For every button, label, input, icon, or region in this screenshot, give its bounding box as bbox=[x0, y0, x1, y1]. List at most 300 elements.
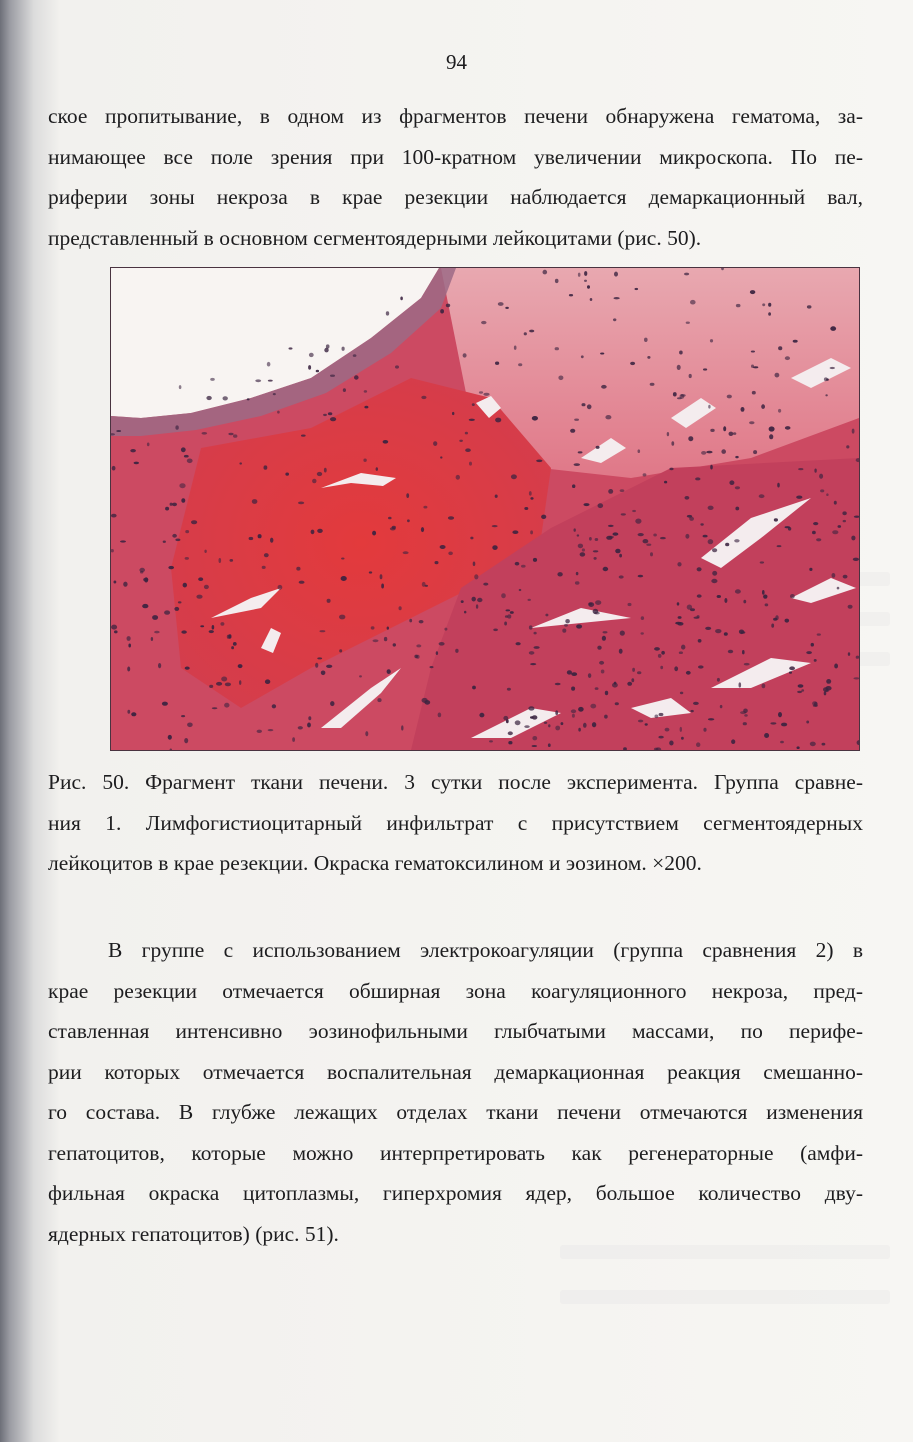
nucleus bbox=[134, 462, 139, 465]
nucleus bbox=[675, 622, 681, 625]
nucleus bbox=[465, 448, 471, 452]
nucleus bbox=[204, 550, 206, 553]
nucleus bbox=[555, 726, 560, 731]
nucleus bbox=[131, 712, 136, 716]
nucleus bbox=[638, 533, 644, 536]
nucleus bbox=[770, 722, 776, 724]
nucleus bbox=[644, 338, 648, 342]
nucleus bbox=[715, 629, 721, 633]
nucleus bbox=[341, 576, 347, 581]
nucleus bbox=[127, 667, 130, 672]
nucleus bbox=[728, 650, 733, 654]
nucleus bbox=[677, 602, 680, 605]
nucleus bbox=[813, 522, 818, 525]
nucleus bbox=[760, 561, 764, 563]
nucleus bbox=[605, 691, 608, 695]
nucleus bbox=[741, 407, 745, 412]
nucleus bbox=[557, 572, 562, 576]
nucleus bbox=[116, 430, 121, 432]
nucleus bbox=[809, 568, 812, 571]
nucleus bbox=[735, 486, 740, 489]
nucleus bbox=[219, 558, 222, 563]
nucleus bbox=[578, 728, 581, 732]
nucleus bbox=[316, 370, 319, 373]
caption-line: лейкоцитов в крае резекции. Окраска гематоксилином и эозином. ×200. bbox=[48, 851, 702, 875]
nucleus bbox=[181, 447, 186, 452]
nucleus bbox=[650, 552, 653, 556]
nucleus bbox=[164, 610, 170, 614]
nucleus bbox=[483, 583, 488, 586]
caption-line: Рис. 50. Фрагмент ткани печени. 3 сутки после эксперимента. Группа сравне- bbox=[48, 770, 863, 794]
nucleus bbox=[777, 545, 782, 547]
nucleus bbox=[593, 550, 599, 552]
nucleus bbox=[681, 645, 685, 650]
nucleus bbox=[371, 626, 375, 629]
nucleus bbox=[825, 394, 827, 396]
nucleus bbox=[690, 300, 696, 305]
nucleus bbox=[465, 432, 468, 435]
nucleus bbox=[628, 603, 632, 606]
nucleus bbox=[638, 575, 643, 578]
nucleus bbox=[567, 670, 572, 674]
nucleus bbox=[684, 273, 689, 276]
nucleus bbox=[735, 456, 738, 458]
nucleus bbox=[185, 667, 190, 670]
nucleus bbox=[762, 303, 765, 306]
nucleus bbox=[278, 585, 283, 590]
nucleus bbox=[530, 663, 536, 665]
nucleus bbox=[778, 409, 781, 413]
nucleus bbox=[339, 649, 342, 652]
nucleus bbox=[643, 539, 649, 543]
text-line: риферии зоны некроза в крае резекции наблюдается демаркационный вал, bbox=[48, 185, 863, 209]
nucleus bbox=[528, 599, 531, 601]
nucleus bbox=[763, 595, 767, 599]
nucleus bbox=[750, 290, 755, 294]
nucleus bbox=[114, 581, 117, 584]
nucleus bbox=[661, 651, 665, 655]
nucleus bbox=[727, 395, 732, 399]
nucleus bbox=[650, 383, 655, 386]
nucleus bbox=[819, 474, 823, 479]
nucleus bbox=[365, 731, 368, 736]
nucleus bbox=[806, 721, 809, 724]
nucleus bbox=[299, 581, 305, 584]
nucleus bbox=[353, 354, 357, 357]
nucleus bbox=[510, 611, 514, 614]
nucleus bbox=[555, 279, 559, 283]
nucleus bbox=[667, 432, 669, 436]
figure-caption bbox=[48, 762, 863, 884]
nucleus bbox=[734, 539, 739, 542]
nucleus bbox=[712, 548, 717, 552]
text-line: представленный в основном сегментоядерными лейкоцитами (рис. 50). bbox=[48, 225, 702, 250]
nucleus bbox=[685, 534, 689, 539]
nucleus bbox=[814, 469, 816, 473]
nucleus bbox=[233, 434, 237, 437]
nucleus bbox=[834, 501, 837, 505]
nucleus bbox=[545, 614, 548, 617]
nucleus bbox=[807, 305, 812, 308]
nucleus bbox=[534, 646, 540, 649]
nucleus bbox=[529, 330, 534, 333]
nucleus bbox=[330, 417, 336, 421]
nucleus bbox=[654, 647, 660, 651]
nucleus bbox=[383, 440, 389, 444]
nucleus bbox=[530, 530, 533, 534]
nucleus bbox=[435, 561, 439, 564]
nucleus bbox=[433, 441, 437, 446]
nucleus bbox=[743, 600, 746, 604]
nucleus bbox=[529, 491, 532, 496]
nucleus bbox=[595, 600, 601, 605]
nucleus bbox=[588, 602, 592, 605]
nucleus bbox=[561, 722, 564, 725]
nucleus bbox=[817, 633, 821, 635]
nucleus bbox=[181, 630, 186, 633]
nucleus bbox=[797, 691, 802, 693]
nucleus bbox=[584, 503, 590, 506]
page-number: 94 bbox=[446, 50, 467, 74]
nucleus bbox=[697, 594, 702, 597]
nucleus bbox=[602, 636, 606, 641]
nucleus bbox=[111, 514, 117, 518]
nucleus bbox=[196, 595, 202, 599]
nucleus bbox=[309, 353, 314, 357]
nucleus bbox=[501, 593, 506, 598]
nucleus bbox=[680, 692, 683, 695]
nucleus bbox=[212, 707, 218, 709]
nucleus bbox=[174, 607, 179, 611]
nucleus bbox=[377, 698, 381, 702]
nucleus bbox=[228, 634, 231, 638]
nucleus bbox=[476, 604, 478, 608]
nucleus bbox=[317, 529, 323, 533]
nucleus bbox=[204, 585, 209, 589]
nucleus bbox=[289, 347, 293, 349]
nucleus bbox=[521, 565, 526, 568]
nucleus bbox=[292, 737, 295, 742]
nucleus bbox=[421, 527, 424, 532]
nucleus bbox=[785, 619, 790, 623]
nucleus bbox=[307, 723, 311, 728]
nucleus bbox=[224, 703, 229, 708]
nucleus bbox=[409, 619, 412, 623]
nucleus bbox=[724, 632, 728, 636]
nucleus bbox=[620, 631, 625, 636]
nucleus bbox=[406, 493, 409, 498]
nucleus bbox=[312, 479, 316, 484]
nucleus bbox=[790, 594, 795, 598]
nucleus bbox=[536, 460, 542, 463]
nucleus bbox=[424, 700, 430, 705]
nucleus bbox=[387, 669, 391, 674]
nucleus bbox=[317, 657, 322, 659]
nucleus bbox=[209, 685, 213, 688]
nucleus bbox=[816, 538, 821, 541]
nucleus bbox=[589, 537, 592, 541]
nucleus bbox=[594, 557, 597, 560]
nucleus bbox=[324, 348, 328, 353]
nucleus bbox=[472, 686, 476, 690]
text-line: В группе с использованием электрокоагуляции (группа сравнения 2) в bbox=[108, 938, 863, 962]
nucleus bbox=[572, 484, 575, 488]
text-line: фильная окраска цитоплазмы, гиперхромия ядер, большое количество дву- bbox=[48, 1181, 863, 1205]
nucleus bbox=[822, 743, 826, 746]
nucleus bbox=[403, 551, 409, 554]
nucleus bbox=[327, 599, 331, 603]
nucleus bbox=[620, 489, 625, 492]
nucleus bbox=[114, 630, 118, 633]
nucleus bbox=[448, 516, 454, 519]
nucleus bbox=[578, 451, 583, 453]
nucleus bbox=[669, 468, 673, 471]
nucleus bbox=[130, 449, 136, 452]
nucleus bbox=[372, 531, 376, 536]
nucleus bbox=[751, 365, 754, 368]
nucleus bbox=[273, 393, 276, 395]
nucleus bbox=[341, 558, 344, 560]
nucleus bbox=[680, 727, 682, 732]
nucleus bbox=[832, 530, 838, 534]
nucleus bbox=[267, 362, 271, 367]
nucleus bbox=[142, 604, 148, 608]
nucleus bbox=[495, 418, 501, 423]
nucleus bbox=[328, 412, 332, 415]
nucleus bbox=[373, 639, 379, 642]
nucleus bbox=[641, 616, 644, 620]
nucleus bbox=[469, 419, 475, 421]
nucleus bbox=[257, 730, 262, 733]
nucleus bbox=[479, 391, 483, 393]
nucleus bbox=[686, 671, 691, 675]
nucleus bbox=[515, 562, 520, 566]
nucleus bbox=[223, 396, 228, 400]
nucleus bbox=[172, 503, 177, 507]
nucleus bbox=[570, 429, 575, 433]
nucleus bbox=[492, 545, 497, 550]
nucleus bbox=[832, 573, 836, 578]
nucleus bbox=[769, 434, 773, 439]
nucleus bbox=[717, 678, 720, 682]
nucleus bbox=[359, 675, 362, 677]
nucleus bbox=[769, 426, 775, 431]
nucleus bbox=[270, 538, 273, 543]
nucleus bbox=[771, 624, 774, 628]
nucleus bbox=[637, 671, 641, 674]
nucleus bbox=[575, 581, 580, 584]
nucleus bbox=[660, 537, 666, 539]
nucleus bbox=[562, 629, 566, 633]
nucleus bbox=[751, 351, 755, 353]
nucleus bbox=[472, 403, 475, 406]
nucleus bbox=[111, 625, 117, 630]
nucleus bbox=[743, 722, 747, 725]
nucleus bbox=[690, 710, 693, 712]
nucleus bbox=[381, 584, 384, 589]
caption-line: ния 1. Лимфогистиоцитарный инфильтрат с присутствием сегментоядерных bbox=[48, 810, 863, 835]
nucleus bbox=[479, 713, 484, 718]
nucleus bbox=[298, 726, 303, 729]
nucleus bbox=[416, 644, 421, 647]
nucleus bbox=[749, 421, 754, 424]
nucleus bbox=[555, 710, 558, 715]
nucleus bbox=[524, 332, 527, 335]
nucleus bbox=[330, 375, 335, 377]
nucleus bbox=[212, 625, 215, 630]
nucleus bbox=[658, 654, 662, 658]
nucleus bbox=[532, 715, 538, 719]
nucleus bbox=[812, 701, 817, 705]
nucleus bbox=[202, 432, 208, 435]
nucleus bbox=[830, 367, 835, 369]
nucleus bbox=[638, 449, 641, 453]
nucleus bbox=[723, 426, 726, 431]
nucleus bbox=[608, 525, 614, 527]
nucleus bbox=[343, 388, 346, 392]
nucleus bbox=[843, 575, 848, 579]
nucleus bbox=[301, 435, 306, 437]
nucleus bbox=[735, 507, 739, 511]
nucleus bbox=[470, 537, 473, 540]
nucleus bbox=[364, 390, 367, 393]
nucleus bbox=[472, 597, 476, 602]
nucleus bbox=[239, 680, 241, 685]
nucleus bbox=[735, 589, 741, 593]
nucleus bbox=[168, 735, 172, 740]
nucleus bbox=[216, 682, 222, 686]
nucleus bbox=[601, 385, 607, 389]
nucleus bbox=[574, 419, 579, 421]
bleed-through-mark bbox=[560, 1290, 890, 1304]
nucleus bbox=[796, 496, 802, 499]
nucleus bbox=[665, 728, 670, 732]
nucleus bbox=[172, 534, 177, 538]
nucleus bbox=[469, 462, 472, 466]
nucleus bbox=[759, 494, 765, 498]
nucleus bbox=[170, 503, 173, 506]
nucleus bbox=[846, 445, 849, 448]
nucleus bbox=[364, 406, 368, 409]
nucleus bbox=[619, 554, 622, 558]
nucleus bbox=[752, 391, 756, 395]
nucleus bbox=[152, 615, 158, 620]
nucleus bbox=[590, 704, 596, 709]
micrograph-figure bbox=[110, 267, 860, 751]
nucleus bbox=[324, 468, 327, 473]
nucleus bbox=[593, 609, 599, 614]
nucleus bbox=[514, 346, 517, 350]
nucleus bbox=[571, 687, 575, 691]
nucleus bbox=[582, 403, 586, 406]
nucleus bbox=[321, 671, 326, 676]
nucleus bbox=[685, 496, 690, 500]
nucleus bbox=[376, 467, 378, 471]
nucleus bbox=[775, 615, 778, 620]
nucleus bbox=[565, 619, 570, 623]
nucleus bbox=[508, 741, 512, 744]
nucleus bbox=[393, 643, 396, 646]
nucleus bbox=[777, 483, 780, 488]
nucleus bbox=[703, 368, 707, 370]
nucleus bbox=[724, 598, 727, 603]
nucleus bbox=[220, 622, 224, 626]
text-line: ядерных гепатоцитов) (рис. 51). bbox=[48, 1221, 339, 1246]
nucleus bbox=[493, 629, 498, 632]
nucleus bbox=[811, 643, 814, 647]
nucleus bbox=[619, 649, 623, 654]
nucleus bbox=[635, 288, 639, 290]
nucleus bbox=[518, 363, 522, 366]
nucleus bbox=[614, 297, 620, 299]
nucleus bbox=[690, 608, 695, 611]
nucleus bbox=[826, 679, 831, 684]
nucleus bbox=[474, 574, 478, 579]
nucleus bbox=[221, 677, 227, 682]
nucleus bbox=[603, 567, 609, 571]
nucleus bbox=[311, 530, 315, 535]
nucleus bbox=[658, 736, 663, 739]
nucleus bbox=[175, 539, 180, 542]
nucleus bbox=[505, 615, 508, 618]
nucleus bbox=[695, 477, 700, 480]
nucleus bbox=[659, 713, 664, 716]
nucleus bbox=[708, 718, 714, 720]
nucleus bbox=[615, 549, 620, 554]
nucleus bbox=[238, 664, 243, 668]
nucleus bbox=[830, 326, 836, 331]
nucleus bbox=[632, 668, 635, 672]
nucleus bbox=[158, 663, 161, 668]
nucleus bbox=[506, 609, 511, 611]
nucleus bbox=[677, 365, 681, 370]
nucleus bbox=[806, 651, 812, 654]
nucleus bbox=[558, 376, 563, 381]
nucleus bbox=[711, 579, 717, 583]
nucleus bbox=[438, 713, 442, 718]
nucleus bbox=[645, 723, 648, 725]
nucleus bbox=[825, 690, 829, 692]
nucleus bbox=[577, 534, 580, 536]
nucleus bbox=[524, 507, 528, 510]
nucleus bbox=[679, 351, 683, 355]
nucleus bbox=[239, 462, 242, 464]
nucleus bbox=[655, 715, 659, 719]
nucleus bbox=[731, 739, 735, 744]
nucleus bbox=[853, 558, 859, 561]
nucleus bbox=[814, 659, 817, 662]
nucleus bbox=[587, 285, 590, 288]
nucleus bbox=[516, 642, 521, 645]
nucleus bbox=[534, 632, 537, 635]
nucleus bbox=[596, 446, 600, 449]
nucleus bbox=[687, 515, 692, 518]
nucleus bbox=[848, 605, 853, 609]
nucleus bbox=[165, 507, 169, 511]
nucleus bbox=[834, 664, 838, 669]
nucleus bbox=[679, 651, 683, 654]
nucleus bbox=[395, 365, 399, 368]
nucleus bbox=[120, 540, 126, 542]
nucleus bbox=[519, 589, 522, 591]
nucleus bbox=[425, 585, 428, 587]
nucleus bbox=[600, 353, 604, 355]
nucleus bbox=[407, 519, 410, 522]
nucleus bbox=[555, 683, 561, 685]
text-line: рии которых отмечается воспалительная демаркационная реакция смешанно- bbox=[48, 1059, 863, 1084]
nucleus bbox=[179, 385, 182, 389]
nucleus bbox=[492, 525, 498, 527]
